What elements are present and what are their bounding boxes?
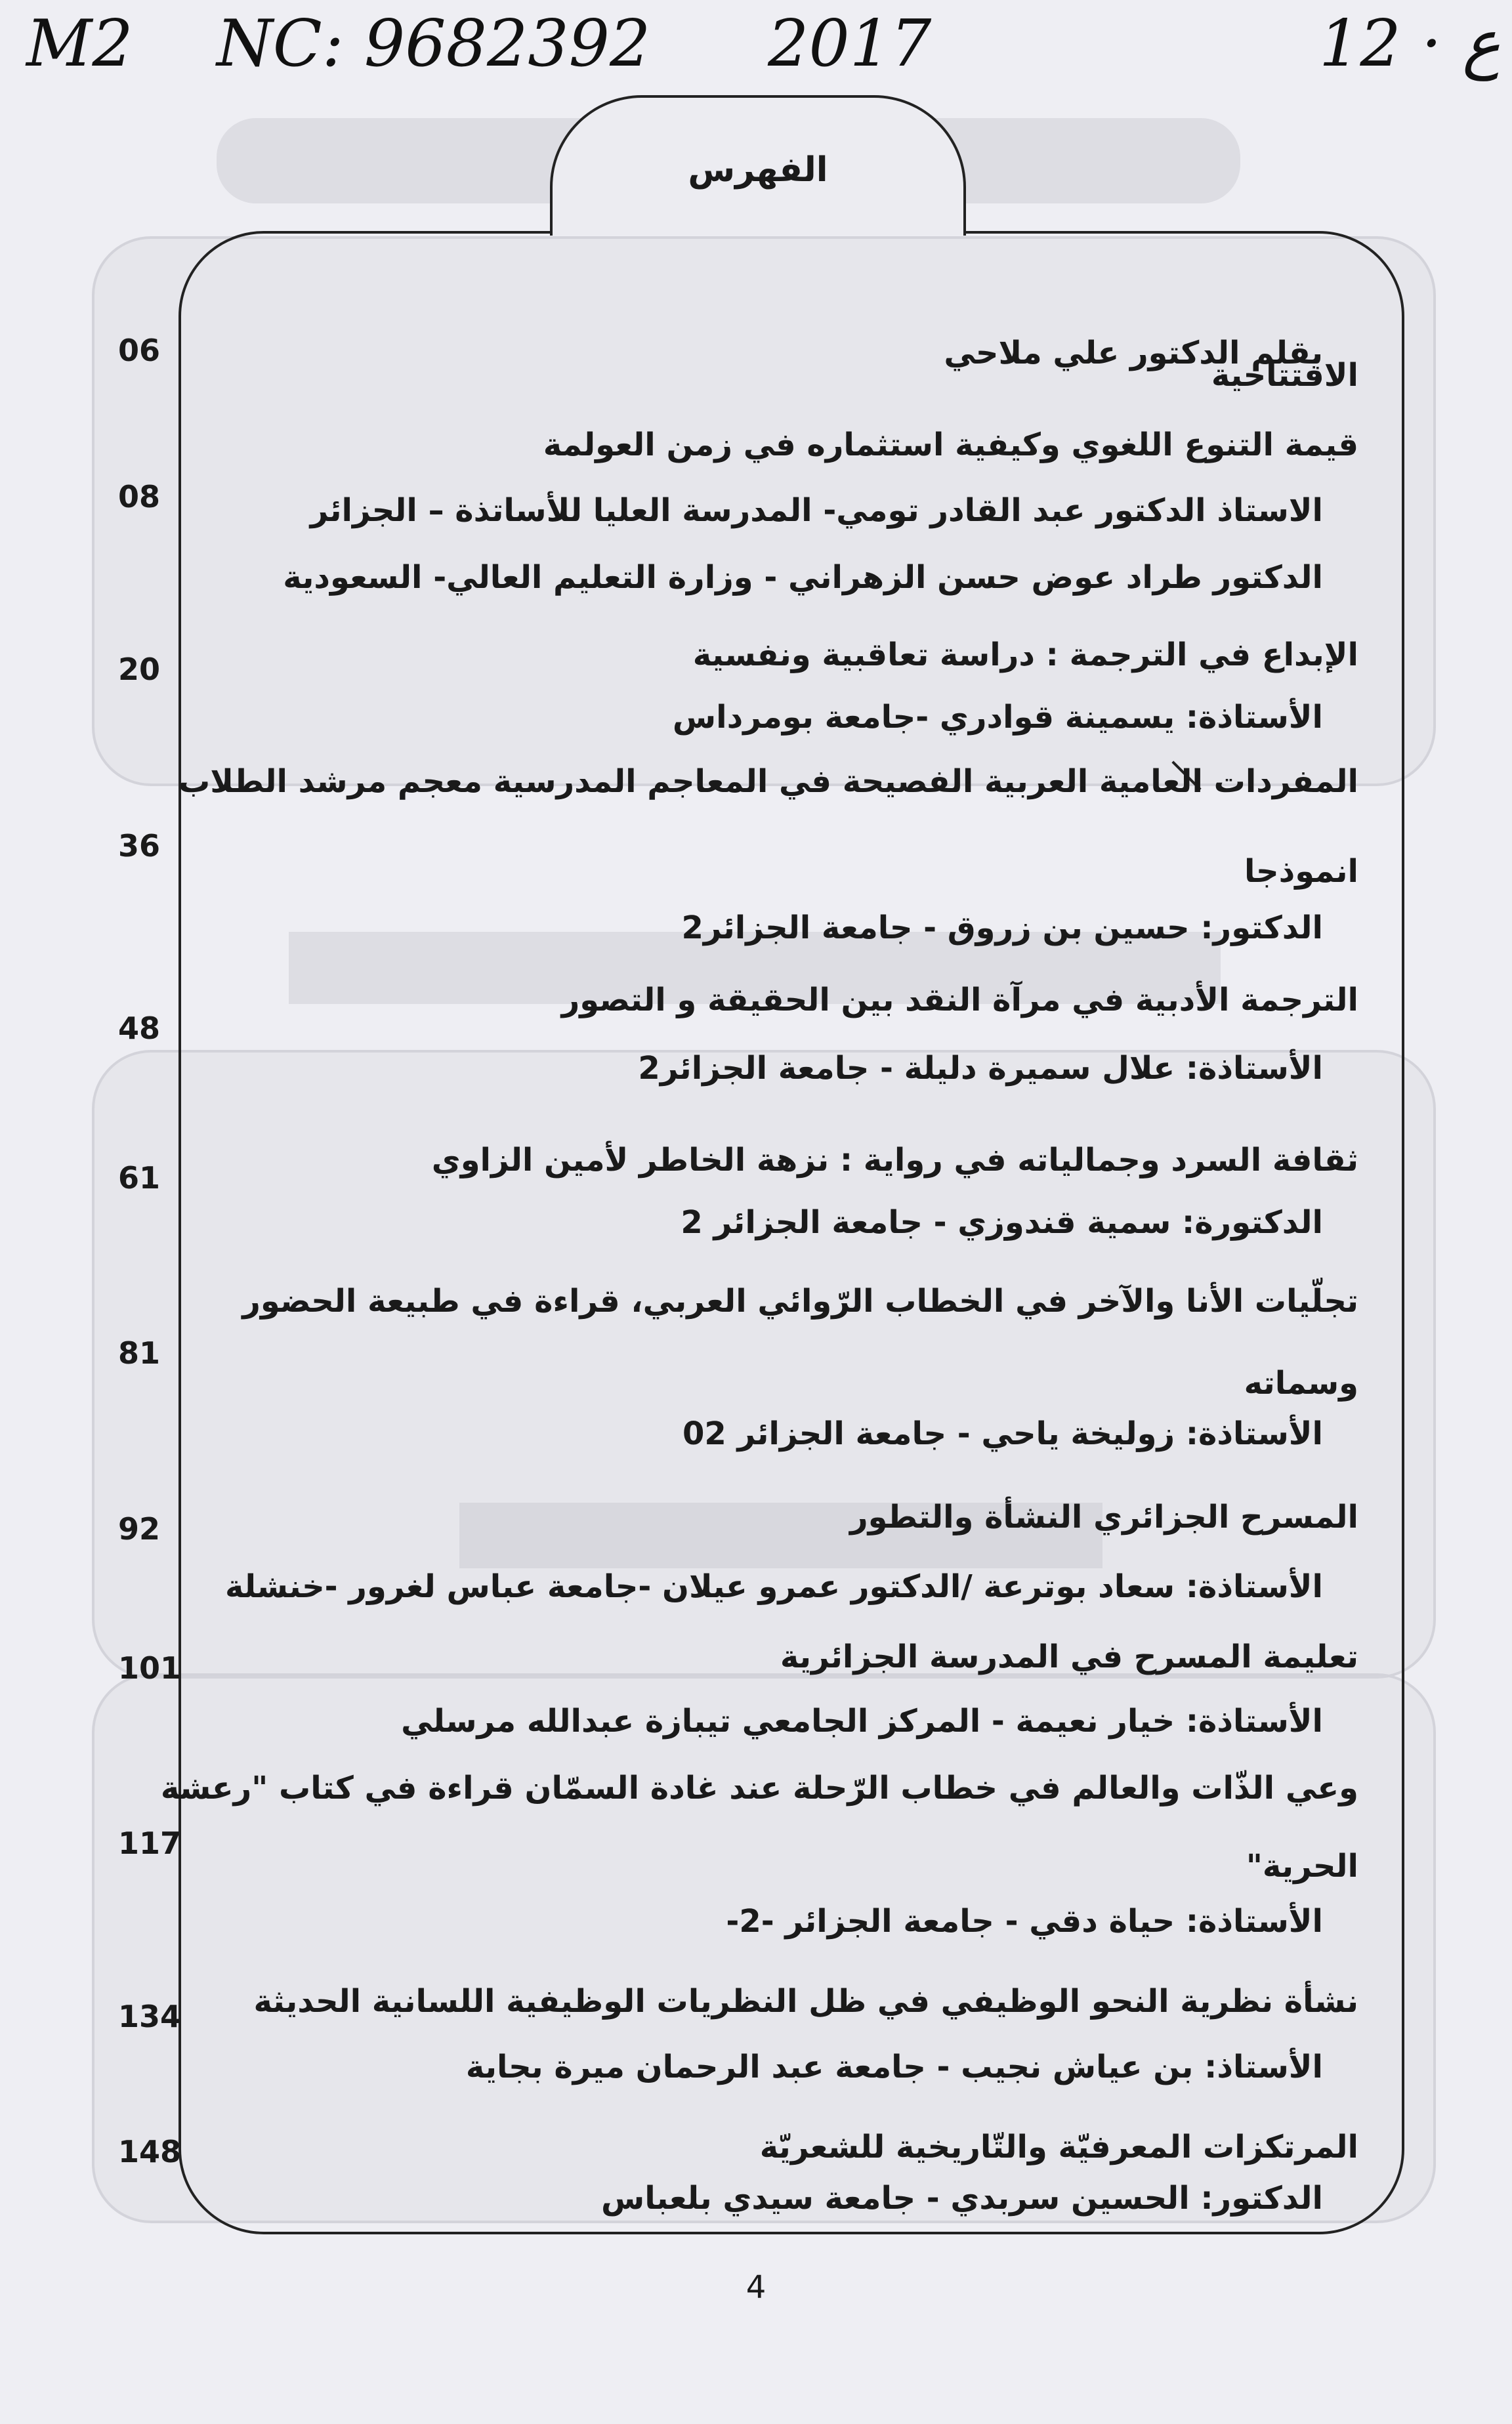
entry-page-number[interactable]: 92	[118, 1511, 161, 1547]
entry-title-continued[interactable]: وسماته	[1244, 1365, 1358, 1402]
entry-author: الأستاذ: بن عياش نجيب - جامعة عبد الرحمان ميرة بجاية	[465, 2049, 1323, 2085]
entry-author: الدكتورة: سمية قندوزي - جامعة الجزائر 2	[681, 1204, 1323, 1241]
page-title: الفهرس	[688, 150, 828, 190]
entry-title[interactable]: الترجمة الأدبية في مرآة النقد بين الحقيقة و التصور	[561, 982, 1358, 1018]
entry-author: الأستاذة: خيار نعيمة - المركز الجامعي تيبازة عبدالله مرسلي	[401, 1703, 1323, 1740]
entry-page-number[interactable]: 08	[118, 479, 161, 514]
entry-title[interactable]: وعي الذّات والعالم في خطاب الرّحلة عند غادة السمّان قراءة في كتاب "رعشة	[160, 1770, 1358, 1807]
entry-page-number[interactable]: 148	[118, 2134, 182, 2169]
handwritten-mark-right: 12 · ع	[1319, 7, 1501, 81]
entry-page-number[interactable]: 20	[118, 652, 161, 687]
handwritten-call-number: NC: 9682392	[217, 7, 651, 81]
entry-title-continued[interactable]: الحرية"	[1246, 1848, 1358, 1885]
entry-page-number[interactable]: 117	[118, 1826, 182, 1861]
entry-page-number[interactable]: 101	[118, 1650, 182, 1686]
entry-page-number[interactable]: 81	[118, 1335, 161, 1371]
entry-page-number[interactable]: 134	[118, 1999, 182, 2034]
handwritten-mark-left: M2	[26, 7, 133, 81]
title-tab	[550, 95, 966, 236]
entry-author: الأستاذة: حياة دقي - جامعة الجزائر -2-	[726, 1903, 1323, 1940]
handwritten-year: 2017	[768, 7, 932, 81]
entry-author: الأستاذة: يسمينة قوادري -جامعة بومرداس	[672, 699, 1323, 736]
entry-author: الأستاذة: علال سميرة دليلة - جامعة الجزائر2	[638, 1050, 1323, 1087]
entry-author: الدكتور: الحسين سربدي - جامعة سيدي بلعباس	[601, 2180, 1323, 2217]
entry-page-number[interactable]: 48	[118, 1011, 161, 1046]
entry-author: الأستاذة: سعاد بوترعة /الدكتور عمرو عيلان -جامعة عباس لغرور -خنشلة	[224, 1568, 1323, 1605]
entry-author: الدكتور: حسين بن زروق - جامعة الجزائر2	[681, 909, 1323, 946]
entry-author: الأستاذة: زوليخة ياحي - جامعة الجزائر 02	[682, 1415, 1323, 1452]
page-number: 4	[746, 2269, 766, 2306]
entry-page-number[interactable]: 61	[118, 1160, 161, 1196]
entry-page-number[interactable]: 36	[118, 828, 161, 864]
entry-author: بقلم الدكتور علي ملاحي	[944, 335, 1323, 371]
entry-title[interactable]: الإبداع في الترجمة : دراسة تعاقبية ونفسية	[692, 637, 1358, 673]
entry-title[interactable]: قيمة التنوع اللغوي وكيفية استثماره في زمن العولمة	[543, 427, 1358, 463]
entry-title[interactable]: ثقافة السرد وجمالياته في رواية : نزهة الخاطر لأمين الزاوي	[431, 1142, 1358, 1179]
entry-author: الدكتور طراد عوض حسن الزهراني - وزارة التعليم العالي- السعودية	[283, 559, 1323, 596]
entry-title[interactable]: تعليمة المسرح في المدرسة الجزائرية	[780, 1639, 1358, 1675]
entry-page-number[interactable]: 06	[118, 333, 161, 368]
entry-title[interactable]: الافتتاحية	[1211, 357, 1358, 394]
entry-title[interactable]: المسرح الجزائري النشأة والتطور	[849, 1499, 1358, 1536]
entry-title[interactable]: نشأة نظرية النحو الوظيفي في ظل النظريات الوظيفية اللسانية الحديثة	[253, 1983, 1358, 2020]
entry-author: الاستاذ الدكتور عبد القادر تومي- المدرسة العليا للأساتذة – الجزائر	[310, 492, 1323, 529]
entry-title[interactable]: المفردات العامية العربية الفصيحة في المعاجم المدرسية معجم مرشد الطلاب	[178, 763, 1358, 800]
entry-title-continued[interactable]: انموذجا	[1244, 853, 1358, 890]
entry-title[interactable]: تجلّيات الأنا والآخر في الخطاب الرّوائي العربي، قراءة في طبيعة الحضور	[242, 1283, 1358, 1320]
entry-title[interactable]: المرتكزات المعرفيّة والتّاريخية للشعريّة	[759, 2129, 1358, 2165]
